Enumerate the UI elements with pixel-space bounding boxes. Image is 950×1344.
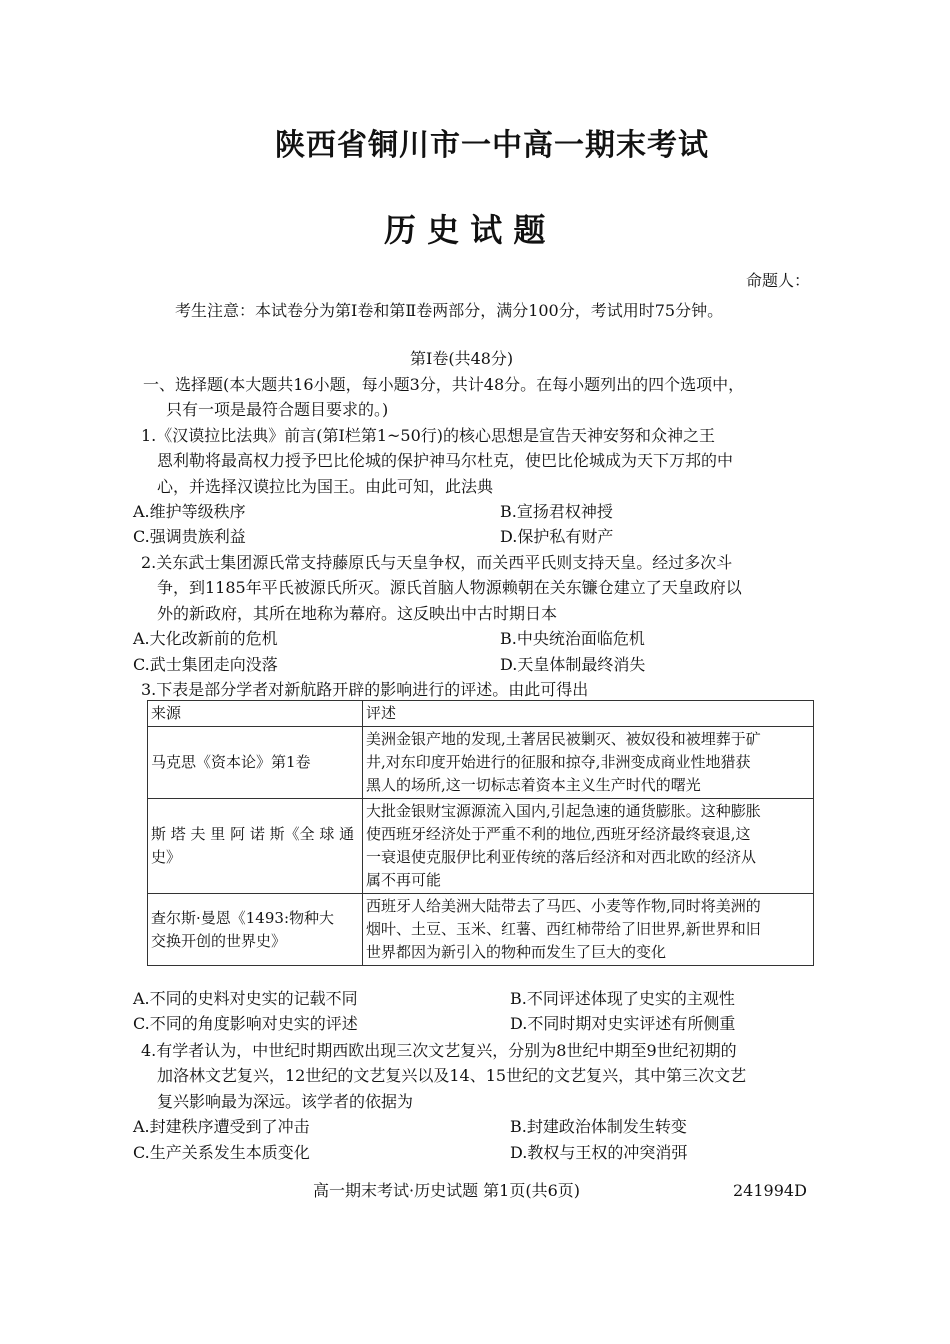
cell-line: 黑人的场所,这一切标志着资本主义生产时代的曙光: [366, 776, 701, 794]
question-1-stem: 恩利勒将最高权力授予巴比伦城的保护神马尔杜克，使巴比伦城成为天下万邦的中: [157, 451, 734, 470]
cell-line: 美洲金银产地的发现,土著居民被剿灭、被奴役和被埋葬于矿: [366, 730, 761, 748]
table-cell-source: [148, 894, 363, 966]
question-3-option-d[interactable]: D.不同时期对史实评述有所侧重: [510, 1014, 736, 1033]
question-1-option-d[interactable]: D.保护私有财产: [500, 527, 614, 546]
question-4-stem: 复兴影响最为深远。该学者的依据为: [157, 1092, 414, 1111]
exam-notice: 考生注意：本试卷分为第Ⅰ卷和第Ⅱ卷两部分，满分100分，考试用时75分钟。: [175, 301, 724, 320]
question-3-option-b[interactable]: B.不同评述体现了史实的主观性: [510, 989, 735, 1008]
question-3-stem: 3.下表是部分学者对新航路开辟的影响进行的评述。由此可得出: [141, 680, 589, 699]
table-cell-comment: [363, 727, 814, 799]
cell-line: 属不再可能: [366, 871, 442, 889]
question-1-option-a[interactable]: A.维护等级秩序: [133, 502, 246, 521]
cell-line: 斯 塔 夫 里 阿 诺 斯《全 球 通: [151, 825, 355, 843]
table-row: [148, 727, 814, 799]
subject-title: 历 史 试 题: [384, 211, 546, 249]
cell-line: 交换开创的世界史》: [151, 931, 287, 950]
table-header-cell: 来源: [148, 701, 363, 727]
cell-line: 西班牙人给美洲大陆带去了马匹、小麦等作物,同时将美洲的: [366, 897, 761, 915]
table-header-cell: 评述: [363, 701, 814, 727]
cell-line: 使西班牙经济处于严重不利的地位,西班牙经济最终衰退,这: [366, 825, 751, 843]
question-4-option-d[interactable]: D.教权与王权的冲突消弭: [510, 1143, 688, 1162]
page-footer: 高一期末考试·历史试题 第1页(共6页): [313, 1181, 581, 1200]
section-title: 第Ⅰ卷(共48分): [410, 349, 514, 368]
exam-code: 241994D: [733, 1181, 807, 1200]
question-4-option-a[interactable]: A.封建秩序遭受到了冲击: [133, 1117, 310, 1136]
cell-line: 查尔斯·曼恩《1493:物种大: [151, 908, 334, 927]
question-4-stem: 4.有学者认为，中世纪时期西欧出现三次文艺复兴，分别为8世纪中期至9世纪初期的: [141, 1041, 737, 1060]
table-row: [148, 799, 814, 894]
author-label: 命题人：: [746, 271, 811, 290]
question-2-option-a[interactable]: A.大化改新前的危机: [133, 629, 278, 648]
table-cell-comment: [363, 894, 814, 966]
table-cell-source: [148, 727, 363, 799]
question-2-option-d[interactable]: D.天皇体制最终消失: [500, 655, 646, 674]
question-2-stem: 外的新政府，其所在地称为幕府。这反映出中古时期日本: [157, 604, 558, 623]
question-1-option-b[interactable]: B.宣扬君权神授: [500, 502, 613, 521]
cell-line: 井,对东印度开始进行的征服和掠夺,非洲变成商业性地猎获: [366, 753, 751, 771]
cell-line: 世界都因为新引入的物种而发生了巨大的变化: [366, 943, 667, 961]
table-cell-comment: [363, 799, 814, 894]
question-2-stem: 争，到1185年平氏被源氏所灭。源氏首脑人物源赖朝在关东镰仓建立了天皇政府以: [157, 578, 742, 597]
question-1-option-c[interactable]: C.强调贵族利益: [133, 527, 246, 546]
cell-line: 史》: [151, 848, 182, 866]
section-instruction: 只有一项是最符合题目要求的。): [166, 400, 389, 419]
table-row: [148, 894, 814, 966]
question-3-option-c[interactable]: C.不同的角度影响对史实的评述: [133, 1014, 358, 1033]
question-2-option-b[interactable]: B.中央统治面临危机: [500, 629, 645, 648]
table-cell-source: [148, 799, 363, 894]
cell-line: 大批金银财宝源源流入国内,引起急速的通货膨胀。这种膨胀: [366, 802, 761, 820]
question-2-option-c[interactable]: C.武士集团走向没落: [133, 655, 278, 674]
cell-line: 一衰退使克服伊比利亚传统的落后经济和对西北欧的经济从: [366, 848, 757, 866]
commentary-table: [147, 700, 814, 966]
question-4-option-c[interactable]: C.生产关系发生本质变化: [133, 1143, 310, 1162]
cell-line: 马克思《资本论》第1卷: [151, 753, 311, 771]
question-1-stem: 心，并选择汉谟拉比为国王。由此可知，此法典: [157, 477, 494, 496]
question-2-stem: 2.关东武士集团源氏常支持藤原氏与天皇争权，而关西平氏则支持天皇。经过多次斗: [141, 553, 733, 572]
question-4-stem: 加洛林文艺复兴，12世纪的文艺复兴以及14、15世纪的文艺复兴，其中第三次文艺: [157, 1066, 747, 1085]
section-instruction: 一、选择题(本大题共16小题，每小题3分，共计48分。在每小题列出的四个选项中，: [143, 375, 745, 394]
question-4-option-b[interactable]: B.封建政治体制发生转变: [510, 1117, 687, 1136]
question-1-stem: 1.《汉谟拉比法典》前言(第Ⅰ栏第1~50行)的核心思想是宣告天神安努和众神之王: [141, 426, 716, 445]
school-title: 陕西省铜川市一中高一期末考试: [275, 128, 709, 163]
cell-line: 烟叶、土豆、玉米、红薯、西红柿带给了旧世界,新世界和旧: [366, 920, 761, 938]
table-header-row: [148, 701, 814, 727]
question-3-option-a[interactable]: A.不同的史料对史实的记载不同: [133, 989, 358, 1008]
